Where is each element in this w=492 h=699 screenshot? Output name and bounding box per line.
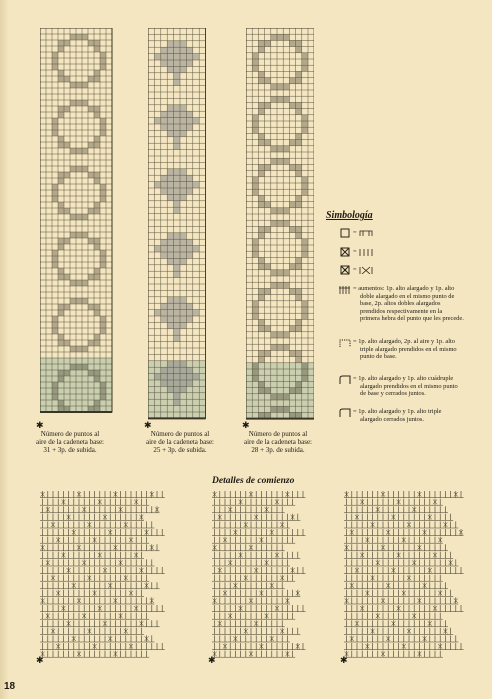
legend-text: = 1p. alto alargado y 1p. alto triple <box>353 408 442 415</box>
legend-text: = <box>353 266 357 274</box>
legend-text: base, 2p. altos dobles alargados <box>360 300 441 308</box>
caption-line: Número de puntos al <box>40 430 100 438</box>
four-stitch-icon <box>358 248 374 256</box>
legend-text: = 1p. alto alargado y 1p. alto cuádruple <box>353 375 454 382</box>
legend-text: = 1p. alto alargado, 2p. al aire y 1p. alto <box>353 338 455 345</box>
legend-text: = aumentos: 1p. alto alargado y 1p. alto <box>353 285 455 292</box>
legend-text: = <box>353 248 357 256</box>
crossed-stitch-icon <box>358 266 374 274</box>
start-marker-2: ✱ <box>144 420 152 430</box>
start-marker-3: ✱ <box>242 420 250 430</box>
caption-line: aire de la cadeneta base: <box>243 438 312 447</box>
legend-row-7 <box>353 408 442 423</box>
chart-grid-3 <box>246 28 314 420</box>
legend-row-5 <box>353 338 457 361</box>
start-detail-3 <box>344 490 464 662</box>
caption-line: aire de la cadeneta base: <box>145 438 214 447</box>
start-marker-6: ✱ <box>340 655 348 665</box>
caption-chart-2 <box>128 430 232 455</box>
start-marker-4: ✱ <box>36 655 44 665</box>
chart-grid-1 <box>40 28 114 418</box>
legend-text: prendidos respectivamente en la <box>360 307 443 315</box>
caption-line: 31 + 3p. de subida. <box>43 446 97 455</box>
caption-line: 25 + 3p. de subida. <box>153 446 207 455</box>
corner-quad-icon <box>338 375 352 385</box>
dotted-x-square-icon <box>340 265 350 275</box>
caption-chart-1 <box>18 430 122 455</box>
start-marker-5: ✱ <box>208 655 216 665</box>
detail-grid-1 <box>40 490 168 662</box>
page-number: 18 <box>4 681 16 692</box>
page-spine-shadow <box>0 0 9 699</box>
start-detail-2 <box>212 490 308 662</box>
legend-text: triple alargado prendidos en el mismo <box>360 345 457 353</box>
detail-grid-2 <box>212 490 308 662</box>
caption-line: aire de la cadeneta base: <box>35 438 104 447</box>
legend-text: alargado prendidos en el mismo punto <box>360 382 458 390</box>
legend-text: de base y cerrados juntos. <box>360 390 426 398</box>
crochet-chart-2 <box>148 28 206 420</box>
legend-text: primera hebra del punto que les precede. <box>360 315 464 323</box>
caption-line: Número de puntos al <box>248 430 308 438</box>
x-square-icon <box>340 247 350 257</box>
corner-closed-icon <box>338 408 352 418</box>
start-marker-1: ✱ <box>36 420 44 430</box>
caption-chart-3 <box>226 430 330 455</box>
caption-line: Número de puntos al <box>150 430 210 438</box>
legend-row-6 <box>353 375 458 398</box>
empty-square-icon <box>340 228 350 238</box>
legend-text: punto de base. <box>360 353 397 361</box>
details-title: Detalles de comienzo <box>212 476 295 486</box>
stitch-pair-icon <box>358 229 374 237</box>
legend-row-2 <box>353 248 374 256</box>
increase-stitch-icon <box>338 285 352 295</box>
legend-text: alargado cerrados juntos. <box>360 415 424 423</box>
legend-text: doble alargado en el mismo punto de <box>360 292 455 300</box>
detail-grid-3 <box>344 490 464 662</box>
start-detail-1 <box>40 490 168 662</box>
crochet-chart-3 <box>246 28 314 420</box>
corner-triple-icon <box>338 338 352 348</box>
crochet-chart-1 <box>40 28 114 418</box>
chart-grid-2 <box>148 28 206 420</box>
legend-row-1 <box>353 229 374 237</box>
caption-line: 28 + 3p. de subida. <box>251 446 305 455</box>
legend-title: Simbología <box>326 210 373 221</box>
legend-row-3 <box>353 266 374 274</box>
legend-text: = <box>353 229 357 237</box>
legend-row-4 <box>353 285 464 323</box>
